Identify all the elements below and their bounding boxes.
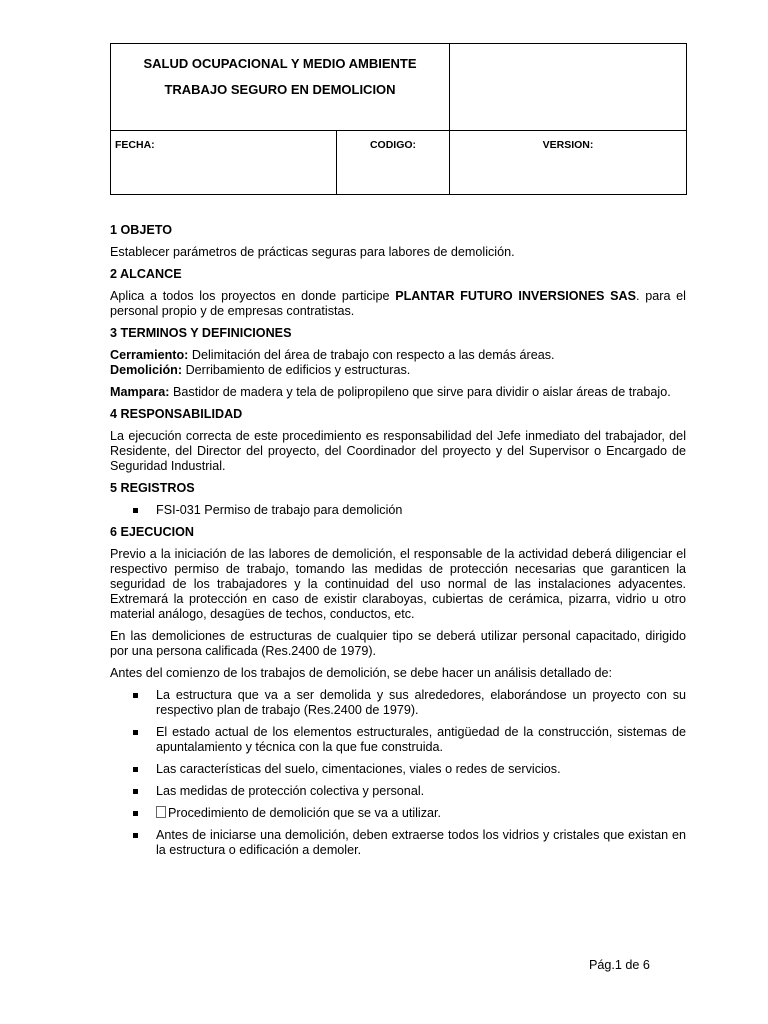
list-item-text: Procedimiento de demolición que se va a utilizar. (168, 806, 442, 820)
bullet-icon (133, 833, 138, 838)
header-logo-cell (450, 44, 687, 131)
list-item-text: El estado actual de los elementos estructurales, antigüedad de la construcción, sistemas de apuntalamiento y técnica con la que fue construida. (156, 725, 686, 754)
header-title-cell (111, 44, 450, 131)
ejecucion-paragraph-1: Previo a la iniciación de las labores de demolición, el responsable de la actividad deberá diligenciar el respectivo permiso de trabajo, tomando las medidas de protección necesarias que garanticen la seguridad de los trabajadores y la continuidad del uso normal de las instalaciones adyacentes. Extremará la protección en caso de existir claraboyas, cubiertas de cerámica, pizarra, vidrio u otro material análogo, desagües de techos, conductos, etc. (110, 547, 686, 621)
section-heading-responsabilidad: 4 RESPONSABILIDAD (110, 407, 243, 421)
responsabilidad-text: La ejecución correcta de este procedimiento es responsabilidad del Jefe inmediato del trabajador, del Residente, del Director del proyecto, del Coordinador del proyecto y del Supervisor o Encargado de Seguridad Industrial. (110, 429, 686, 473)
term-cerramiento: Cerramiento: (110, 348, 189, 362)
version-label: VERSION: (542, 139, 594, 151)
fecha-cell (111, 131, 337, 195)
header-subtitle: TRABAJO SEGURO EN DEMOLICION (164, 82, 396, 97)
version-cell (450, 131, 687, 195)
bullet-icon (133, 789, 138, 794)
registros-list (110, 503, 686, 518)
def-mampara: Bastidor de madera y tela de polipropileno que sirve para dividir o aislar áreas de trabajo. (169, 385, 671, 399)
bullet-icon (133, 730, 138, 735)
list-item-text: Las características del suelo, cimentaciones, viales o redes de servicios. (156, 762, 561, 776)
def-cerramiento: Delimitación del área de trabajo con respecto a las demás áreas. (188, 348, 555, 362)
list-item (110, 725, 686, 755)
list-item (110, 806, 686, 821)
company-name: PLANTAR FUTURO INVERSIONES SAS (395, 289, 637, 303)
codigo-label: CODIGO: (369, 139, 417, 151)
definition-cerramiento-demolicion (110, 348, 686, 378)
def-demolicion: Derribamiento de edificios y estructuras. (182, 363, 411, 377)
missing-glyph-icon (156, 806, 166, 818)
section-heading-terminos: 3 TERMINOS Y DEFINICIONES (110, 326, 292, 340)
document-body (110, 223, 686, 865)
alcance-text-before: Aplica a todos los proyectos en donde participe (110, 289, 396, 303)
section-heading-registros: 5 REGISTROS (110, 481, 195, 495)
ejecucion-paragraph-2: En las demoliciones de estructuras de cualquier tipo se deberá utilizar personal capacitado, dirigido por una persona calificada (Res.2400 de 1979). (110, 629, 686, 658)
list-item-text: Antes de iniciarse una demolición, deben extraerse todos los vidrios y cristales que existan en la estructura o edificación a demoler. (156, 828, 686, 857)
bullet-icon (133, 767, 138, 772)
ejecucion-paragraph-3: Antes del comienzo de los trabajos de demolición, se debe hacer un análisis detallado de: (110, 666, 612, 680)
list-item (110, 503, 686, 518)
alcance-text (110, 289, 686, 319)
section-heading-objeto: 1 OBJETO (110, 223, 173, 237)
document-header-table (110, 43, 687, 195)
codigo-cell (337, 131, 450, 195)
bullet-icon (133, 508, 138, 513)
list-item-text: FSI-031 Permiso de trabajo para demolición (156, 503, 403, 517)
list-item (110, 762, 686, 777)
ejecucion-list (110, 688, 686, 858)
objeto-text: Establecer parámetros de prácticas seguras para labores de demolición. (110, 245, 515, 259)
list-item (110, 784, 686, 799)
term-demolicion: Demolición: (110, 363, 183, 377)
list-item (110, 688, 686, 718)
alcance-text-after: . para el personal propio y de empresas contratistas. (110, 289, 686, 318)
bullet-icon (133, 811, 138, 816)
list-item (110, 828, 686, 858)
fecha-label: FECHA: (115, 139, 155, 151)
list-item-text: Las medidas de protección colectiva y personal. (156, 784, 425, 798)
list-item-text: La estructura que va a ser demolida y sus alrededores, elaborándose un proyecto con su respectivo plan de trabajo (Res.2400 de 1979). (156, 688, 686, 717)
bullet-icon (133, 693, 138, 698)
section-heading-alcance: 2 ALCANCE (110, 267, 182, 281)
header-title: SALUD OCUPACIONAL Y MEDIO AMBIENTE (143, 56, 417, 71)
section-heading-ejecucion: 6 EJECUCION (110, 525, 194, 539)
page-number: Pág.1 de 6 (589, 958, 650, 972)
definition-mampara (110, 385, 686, 400)
term-mampara: Mampara: (110, 385, 170, 399)
